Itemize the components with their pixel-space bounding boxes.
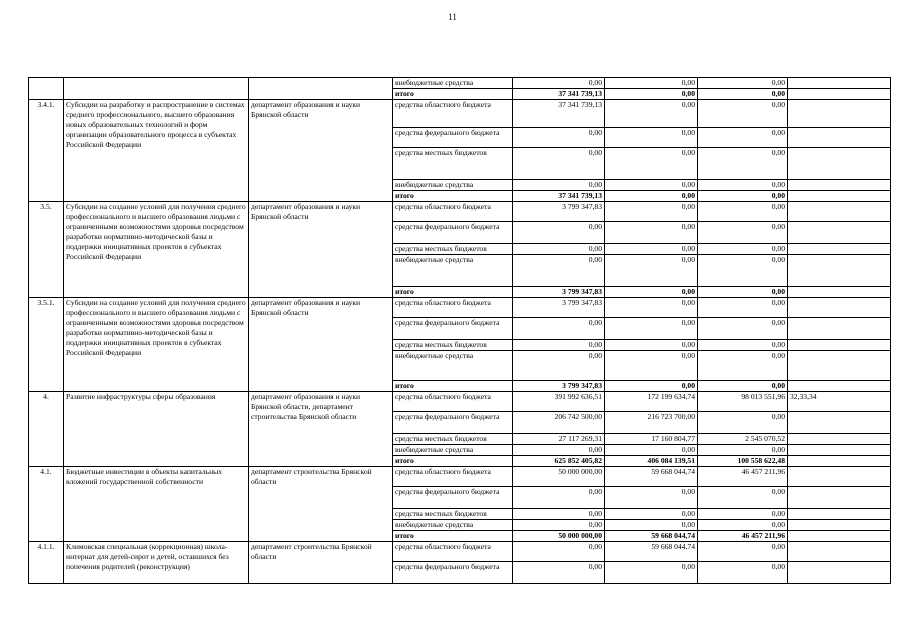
value-year-2: 0,00 [605,180,698,191]
value-year-1: 0,00 [513,445,605,456]
value-year-2: 59 668 044,74 [605,542,698,562]
page-number: 11 [448,12,457,22]
value-year-3: 0,00 [698,128,788,148]
row-name: Субсидии на создание условий для получения среднего профессионального и высшего образования людьми с ограниченными возможностями здоровья посредством разработки нормативно-методической базы и поддержки инициативных проектов в субъектах Российской Федерации [64,298,249,392]
value-year-3: 0,00 [698,542,788,562]
value-year-3: 0,00 [698,298,788,318]
indicator-reference [788,412,891,434]
value-year-1: 27 117 269,31 [513,434,605,445]
value-year-2: 0,00 [605,78,698,89]
value-year-3: 0,00 [698,445,788,456]
row-name: Субсидии на создание условий для получения среднего профессионального и высшего образования людьми с ограниченными возможностями здоровья посредством разработки нормативно-методической базы и поддержки инициативных проектов в субъектах Российской Федерации [64,202,249,298]
funding-source: внебюджетные средства [393,520,513,531]
indicator-reference [788,340,891,351]
indicator-reference [788,487,891,509]
indicator-reference [788,100,891,128]
row-executor: департамент образования и науки Брянской области [249,202,393,298]
indicator-reference [788,509,891,520]
indicator-reference [788,78,891,89]
value-year-2: 0,00 [605,100,698,128]
value-year-1: 3 799 347,83 [513,298,605,318]
row-code: 3.5.1. [29,298,64,392]
value-year-1: 625 852 405,82 [513,456,605,467]
value-year-3: 0,00 [698,520,788,531]
value-year-3: 0,00 [698,351,788,381]
table-row [29,100,891,128]
indicator-reference [788,467,891,487]
value-year-3: 0,00 [698,412,788,434]
value-year-3: 0,00 [698,202,788,222]
value-year-3: 0,00 [698,318,788,340]
value-year-1: 0,00 [513,148,605,180]
table-row [29,392,891,412]
funding-source: итого [393,287,513,298]
row-name: Бюджетные инвестиции в объекты капитальных вложений государственной собственности [64,467,249,542]
indicator-reference [788,562,891,584]
value-year-1: 37 341 739,13 [513,89,605,100]
value-year-1: 0,00 [513,562,605,584]
indicator-reference [788,244,891,255]
value-year-3: 100 558 622,48 [698,456,788,467]
value-year-3: 0,00 [698,487,788,509]
indicator-reference [788,202,891,222]
value-year-1: 3 799 347,83 [513,381,605,392]
value-year-1: 0,00 [513,318,605,340]
value-year-1: 50 000 000,00 [513,531,605,542]
value-year-1: 0,00 [513,487,605,509]
funding-source: средства местных бюджетов [393,509,513,520]
value-year-2: 59 668 044,74 [605,531,698,542]
row-executor: департамент образования и науки Брянской области [249,100,393,202]
value-year-1: 3 799 347,83 [513,287,605,298]
value-year-3: 98 013 551,96 [698,392,788,412]
value-year-2: 0,00 [605,148,698,180]
value-year-1: 0,00 [513,222,605,244]
indicator-reference [788,520,891,531]
funding-source: средства областного бюджета [393,298,513,318]
value-year-1: 0,00 [513,180,605,191]
value-year-2: 0,00 [605,562,698,584]
funding-source: итого [393,381,513,392]
row-executor: департамент строительства Брянской области [249,542,393,584]
indicator-reference [788,180,891,191]
row-code: 4. [29,392,64,467]
indicator-reference: 32,33,34 [788,392,891,412]
value-year-2: 0,00 [605,520,698,531]
value-year-3: 2 545 070,52 [698,434,788,445]
value-year-3: 0,00 [698,244,788,255]
indicator-reference [788,456,891,467]
value-year-3: 0,00 [698,89,788,100]
row-name [64,78,249,100]
funding-source: внебюджетные средства [393,445,513,456]
table-row [29,542,891,562]
value-year-1: 3 799 347,83 [513,202,605,222]
row-code: 3.5. [29,202,64,298]
indicator-reference [788,191,891,202]
funding-source: средства федерального бюджета [393,222,513,244]
table-row [29,298,891,318]
indicator-reference [788,255,891,287]
value-year-3: 0,00 [698,180,788,191]
funding-source: средства областного бюджета [393,542,513,562]
funding-source: средства федерального бюджета [393,487,513,509]
value-year-2: 0,00 [605,222,698,244]
table-row [29,78,891,89]
funding-source: итого [393,456,513,467]
value-year-1: 0,00 [513,520,605,531]
value-year-3: 0,00 [698,78,788,89]
value-year-2: 17 160 804,77 [605,434,698,445]
funding-source: внебюджетные средства [393,255,513,287]
indicator-reference [788,351,891,381]
value-year-2: 0,00 [605,89,698,100]
value-year-2: 0,00 [605,244,698,255]
value-year-1: 0,00 [513,78,605,89]
value-year-2: 0,00 [605,381,698,392]
value-year-3: 46 457 211,96 [698,531,788,542]
funding-source: средства местных бюджетов [393,434,513,445]
funding-source: внебюджетные средства [393,351,513,381]
value-year-2: 0,00 [605,487,698,509]
indicator-reference [788,298,891,318]
funding-source: средства местных бюджетов [393,148,513,180]
value-year-2: 0,00 [605,255,698,287]
row-executor: департамент строительства Брянской области [249,467,393,542]
indicator-reference [788,434,891,445]
budget-table [28,77,891,584]
indicator-reference [788,148,891,180]
indicator-reference [788,445,891,456]
funding-source: средства местных бюджетов [393,340,513,351]
value-year-1: 0,00 [513,351,605,381]
value-year-1: 37 341 739,13 [513,191,605,202]
funding-source: средства федерального бюджета [393,412,513,434]
value-year-2: 0,00 [605,298,698,318]
funding-source: средства местных бюджетов [393,244,513,255]
value-year-2: 0,00 [605,340,698,351]
indicator-reference [788,531,891,542]
indicator-reference [788,89,891,100]
indicator-reference [788,318,891,340]
value-year-2: 172 199 634,74 [605,392,698,412]
value-year-2: 0,00 [605,509,698,520]
indicator-reference [788,222,891,244]
value-year-1: 206 742 500,00 [513,412,605,434]
funding-source: средства федерального бюджета [393,128,513,148]
value-year-1: 391 992 636,51 [513,392,605,412]
funding-source: средства федерального бюджета [393,318,513,340]
funding-source: средства областного бюджета [393,202,513,222]
value-year-1: 0,00 [513,340,605,351]
row-code [29,78,64,100]
table-row [29,467,891,487]
row-code: 3.4.1. [29,100,64,202]
value-year-3: 0,00 [698,340,788,351]
value-year-3: 0,00 [698,191,788,202]
value-year-3: 0,00 [698,381,788,392]
funding-source: средства областного бюджета [393,467,513,487]
value-year-2: 0,00 [605,191,698,202]
value-year-2: 0,00 [605,287,698,298]
funding-source: итого [393,531,513,542]
value-year-3: 46 457 211,96 [698,467,788,487]
funding-source: внебюджетные средства [393,180,513,191]
value-year-2: 0,00 [605,202,698,222]
value-year-2: 216 723 700,00 [605,412,698,434]
row-executor: департамент образования и науки Брянской области [249,298,393,392]
value-year-2: 59 668 044,74 [605,467,698,487]
row-code: 4.1. [29,467,64,542]
row-executor [249,78,393,100]
value-year-3: 0,00 [698,100,788,128]
value-year-3: 0,00 [698,222,788,244]
funding-source: средства областного бюджета [393,392,513,412]
indicator-reference [788,287,891,298]
value-year-1: 0,00 [513,244,605,255]
indicator-reference [788,128,891,148]
row-name: Развитие инфраструктуры сферы образования [64,392,249,467]
value-year-1: 37 341 739,13 [513,100,605,128]
table-row [29,202,891,222]
row-name: Климовская специальная (коррекционная) школа-интернат для детей-сирот и детей, оставшихся без попечения родителей (реконструкция) [64,542,249,584]
value-year-1: 50 000 000,00 [513,467,605,487]
funding-source: итого [393,89,513,100]
value-year-2: 406 084 139,51 [605,456,698,467]
funding-source: итого [393,191,513,202]
value-year-2: 0,00 [605,445,698,456]
row-code: 4.1.1. [29,542,64,584]
value-year-3: 0,00 [698,255,788,287]
value-year-3: 0,00 [698,509,788,520]
value-year-1: 0,00 [513,128,605,148]
value-year-2: 0,00 [605,351,698,381]
funding-source: средства федерального бюджета [393,562,513,584]
funding-source: внебюджетные средства [393,78,513,89]
value-year-1: 0,00 [513,509,605,520]
row-executor: департамент образования и науки Брянской области, департамент строительства Брянской области [249,392,393,467]
indicator-reference [788,381,891,392]
value-year-2: 0,00 [605,128,698,148]
value-year-1: 0,00 [513,255,605,287]
value-year-3: 0,00 [698,562,788,584]
funding-source: средства областного бюджета [393,100,513,128]
row-name: Субсидии на разработку и распространение в системах среднего профессионального, высшего образования новых образовательных технологий и форм организации образовательного процесса в субъектах Российской Федерации [64,100,249,202]
value-year-2: 0,00 [605,318,698,340]
value-year-1: 0,00 [513,542,605,562]
value-year-3: 0,00 [698,148,788,180]
value-year-3: 0,00 [698,287,788,298]
indicator-reference [788,542,891,562]
